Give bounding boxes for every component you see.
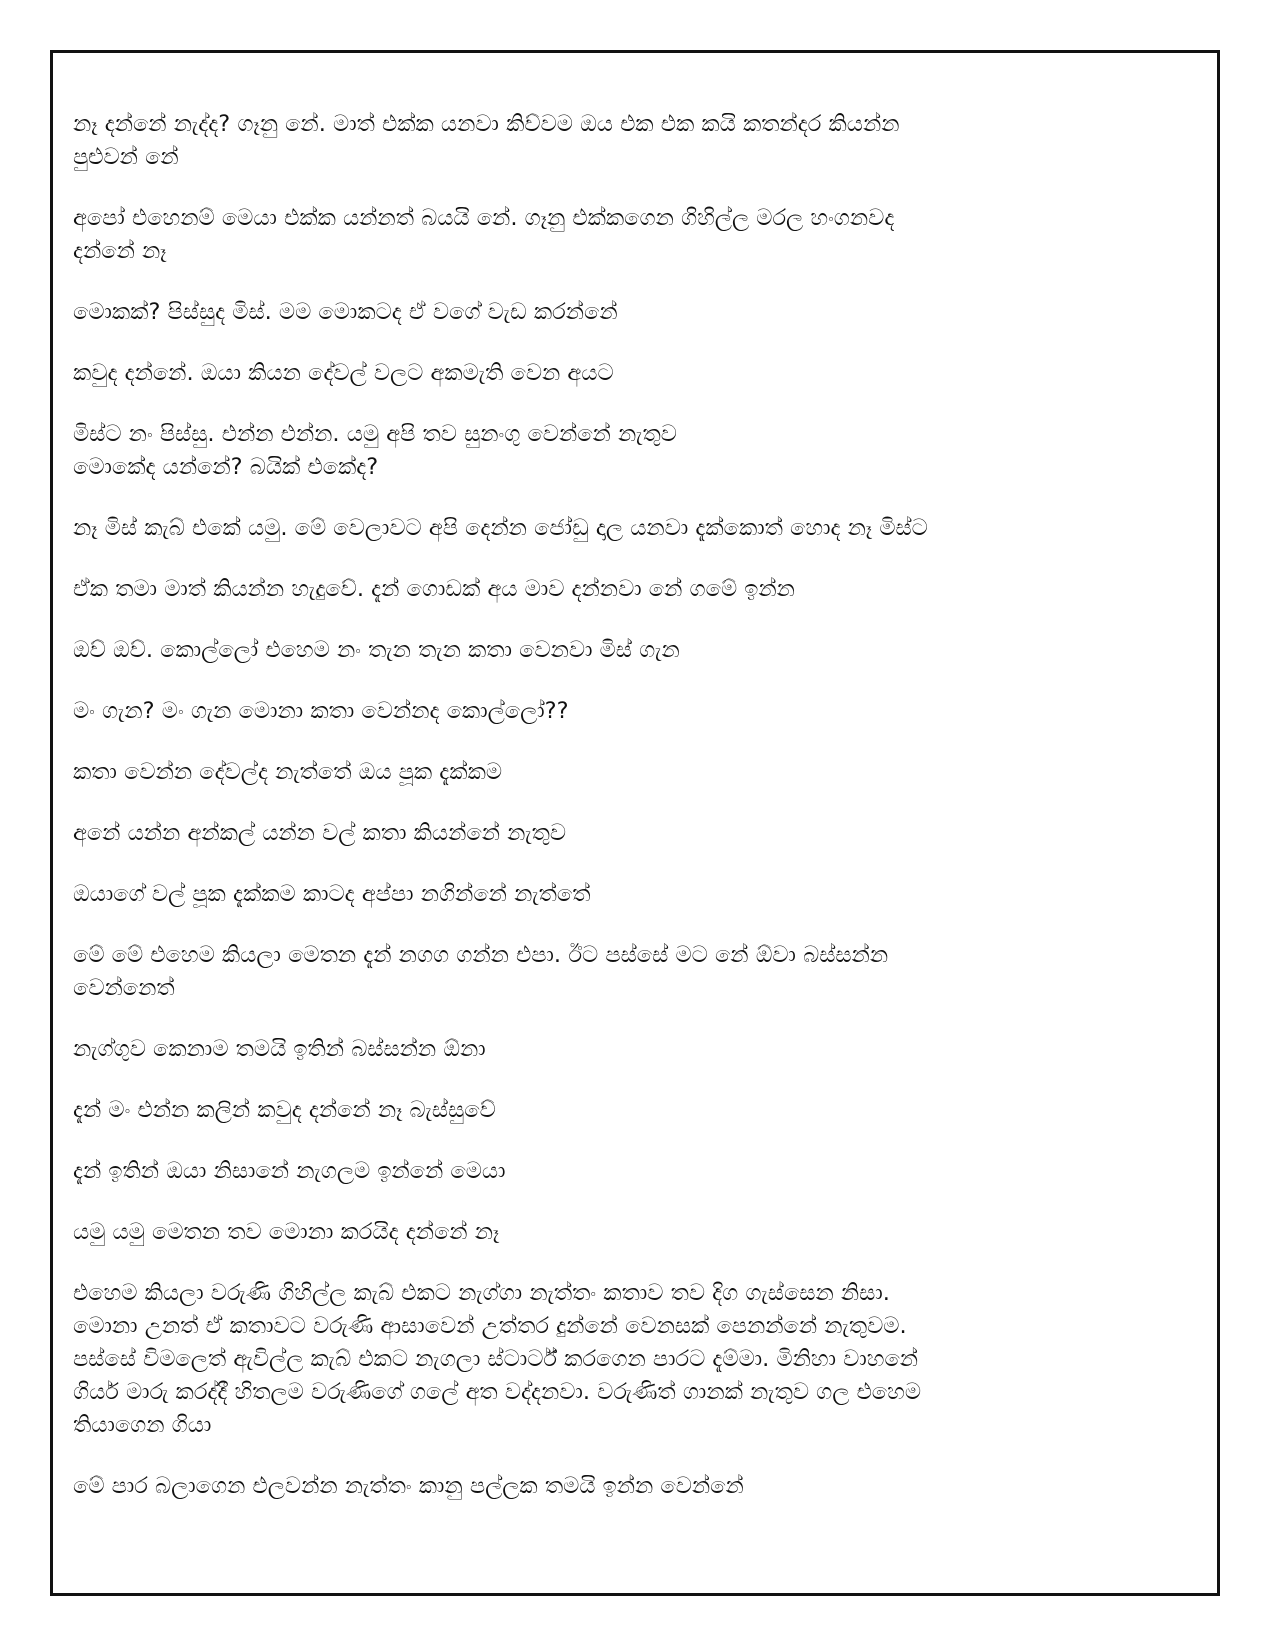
paragraph-line: අනේ යන්න අන්කල් යන්න වල් කතා කියන්නේ නැතුව xyxy=(73,820,567,846)
dialogue-paragraph xyxy=(73,202,1173,268)
paragraph-line: නෑ මිස් කැබ් එකේ යමු. මේ වෙලාවට අපි දෙන්න ජෝඩු දාල යනවා දැක්කොත් හොද නෑ මිස්ට xyxy=(73,515,928,541)
dialogue-paragraph xyxy=(73,878,1173,911)
paragraph-line: නෑ දන්නේ නැද්ද? ගෑනු නේ. මාත් එක්ක යනවා කිව්වම ඔය එක එක කයි කතන්දර කියන්න xyxy=(73,111,900,137)
dialogue-paragraph xyxy=(73,939,1173,1005)
document-body xyxy=(73,108,1173,1531)
paragraph-line: අපෝ එහෙනම් මෙයා එක්ක යන්නත් බයයි නේ. ගෑනු එක්කගෙන ගිහිල්ල මරල හංගනවද xyxy=(73,205,895,231)
paragraph-line: මිස්ට නං පිස්සු. එන්න එන්න. යමු අපි තව සුනංගු වෙන්නේ නැතුව xyxy=(73,421,677,447)
dialogue-paragraph xyxy=(73,573,1173,606)
paragraph-line: කතා වෙන්න දේවල්ද නැත්තේ ඔය පූක දැක්කම xyxy=(73,759,503,785)
dialogue-paragraph xyxy=(73,817,1173,850)
dialogue-paragraph xyxy=(73,1033,1173,1066)
dialogue-paragraph xyxy=(73,418,1173,484)
dialogue-paragraph xyxy=(73,1155,1173,1188)
paragraph-line: මොකේද යන්නේ? බයික් එකේද? xyxy=(73,454,379,480)
paragraph-line: තියාගෙන ගියා xyxy=(73,1412,212,1438)
paragraph-line: පුළුවන් නේ xyxy=(73,144,179,170)
paragraph-line: මේ මේ එහෙම කියලා මෙතන දැන් නගග ගන්න එපා. ඊට පස්සේ මට නේ ඕවා බස්සන්න xyxy=(73,942,889,968)
dialogue-paragraph xyxy=(73,1094,1173,1127)
dialogue-paragraph xyxy=(73,756,1173,789)
dialogue-paragraph xyxy=(73,108,1173,174)
dialogue-paragraph xyxy=(73,1470,1173,1503)
paragraph-line: මොකක්? පිස්සුද මිස්. මම මොකටද ඒ වගේ වැඩ කරන්නේ xyxy=(73,299,618,325)
paragraph-line: ඔයාගේ වල් පූක දැක්කම කාටද අප්පා නගින්නේ නැත්තේ xyxy=(73,881,591,907)
dialogue-paragraph xyxy=(73,357,1173,390)
paragraph-line: මේ පාර බලාගෙන එලවන්න නැත්තං කානු පල්ලක තමයි ඉන්න වෙන්නේ xyxy=(73,1473,744,1499)
dialogue-paragraph xyxy=(73,512,1173,545)
paragraph-line: යමු යමු මෙතන තව මොනා කරයිද දන්නේ නෑ xyxy=(73,1219,500,1245)
paragraph-line: දැන් ඉතින් ඔයා නිසානේ නැගලම ඉන්නේ මෙයා xyxy=(73,1158,506,1184)
paragraph-line: එහෙම කියලා වරුණි ගිහිල්ල කැබ් එකට නැග්ගා නැත්තං කතාව තව දිග ගැස්සෙන නිසා. xyxy=(73,1280,890,1306)
paragraph-line: වෙන්නෙත් xyxy=(73,975,175,1001)
paragraph-line: දන්නේ නෑ xyxy=(73,238,167,264)
dialogue-paragraph xyxy=(73,695,1173,728)
dialogue-paragraph xyxy=(73,634,1173,667)
paragraph-line: මං ගැන? මං ගැන මොනා කතා වෙන්නද කොල්ලෝ?? xyxy=(73,698,569,724)
dialogue-paragraph xyxy=(73,1277,1173,1442)
dialogue-paragraph xyxy=(73,1216,1173,1249)
paragraph-line: ගියර් මාරු කරද්දී හිතලම වරුණිගේ ගලේ අත වද්දනවා. වරුණිත් ගානක් නැතුව ගල එහෙම xyxy=(73,1379,922,1405)
paragraph-line: නැග්ගුව කෙනාම තමයි ඉතින් බස්සන්න ඕනා xyxy=(73,1036,486,1062)
paragraph-line: දැන් මං එන්න කලින් කවුද දන්නේ නෑ බැස්සුවේ xyxy=(73,1097,496,1123)
paragraph-line: ඔව් ඔව්. කොල්ලෝ එහෙම නං තැන තැන කතා වෙනවා මිස් ගැන xyxy=(73,637,680,663)
paragraph-line: මොනා උනත් ඒ කතාවට වරුණි ආසාවෙන් උත්තර දුන්නේ වෙනසක් පෙනන්නේ නැතුවම. xyxy=(73,1313,907,1339)
paragraph-line: කවුද දන්නේ. ඔයා කියන දේවල් වලට අකමැති වෙන අයට xyxy=(73,360,614,386)
dialogue-paragraph xyxy=(73,296,1173,329)
paragraph-line: පස්සේ විමලෙත් ඇවිල්ල කැබ් එකට නැගලා ස්ටාර්ට් කරගෙන පාරට දැම්මා. මිනිහා වාහනේ xyxy=(73,1346,919,1372)
paragraph-line: ඒක තමා මාත් කියන්න හැදුවේ. දැන් ගොඩක් අය මාව දන්නවා නේ ගමේ ඉන්න xyxy=(73,576,795,602)
